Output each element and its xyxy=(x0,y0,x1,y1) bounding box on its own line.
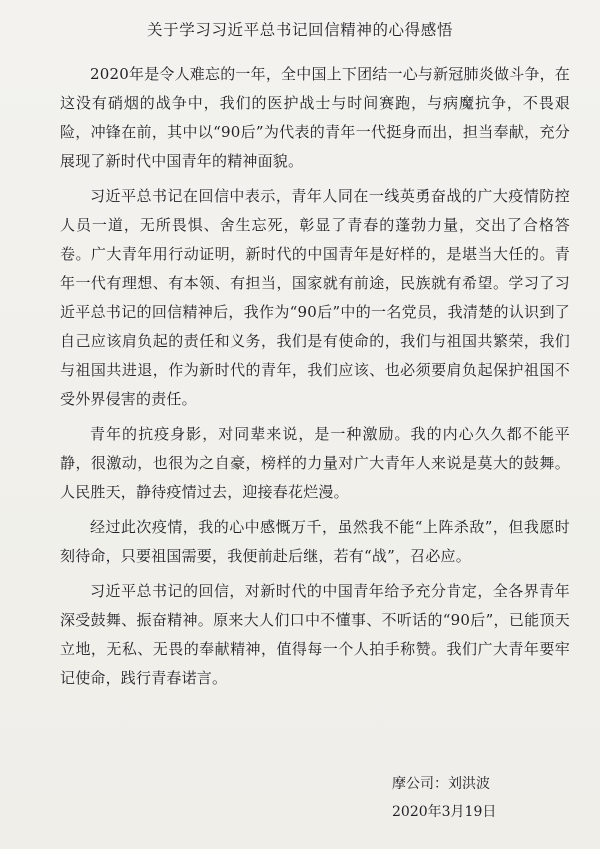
signature-name: 摩公司：刘洪波 xyxy=(392,776,490,792)
paragraph-5: 习近平总书记的回信，对新时代的中国青年给予充分肯定，全各界青年深受鼓舞、振奋精神。原来大人们口中不懂事、不听话的“90后”，已能顶天立地，无私、无畏的奉献精神，值得每一个人拍手称赞。我们广大青年要牢记使命，践行青春诺言。 xyxy=(60,582,570,687)
document-title: 关于学习习近平总书记回信精神的心得感悟 xyxy=(147,21,453,39)
signature-block xyxy=(392,770,552,826)
paragraph-3: 青年的抗疫身影，对同辈来说，是一种激励。我的内心久久都不能平静，很激动，也很为之自豪，榜样的力量对广大青年人来说是莫大的鼓舞。人民胜天，静待疫情过去，迎接春花烂漫。 xyxy=(60,425,570,501)
paragraph-1: 2020年是令人难忘的一年，全中国上下团结一心与新冠肺炎做斗争，在这没有硝烟的战争中，我们的医护战士与时间赛跑，与病魔抗争，不畏艰险，冲锋在前，其中以“90后”为代表的青年一代挺身而出，担当奉献，充分展现了新时代中国青年的精神面貌。 xyxy=(60,65,570,170)
document-body xyxy=(60,60,570,699)
paragraph-2: 习近平总书记在回信中表示，青年人同在一线英勇奋战的广大疫情防控人员一道，无所畏惧、舍生忘死，彰显了青春的蓬勃力量，交出了合格答卷。广大青年用行动证明，新时代的中国青年是好样的，是堪当大任的。青年一代有理想、有本领、有担当，国家就有前途，民族就有希望。学习了习近平总书记的回信精神后，我作为“90后”中的一名党员，我清楚的认识到了自己应该肩负起的责任和义务，我们是有使命的，我们与祖国共繁荣，我们与祖国共进退，作为新时代的青年，我们应该、也必须要肩负起保护祖国不受外界侵害的责任。 xyxy=(60,187,570,408)
paragraph-4: 经过此次疫情，我的心中感慨万千，虽然我不能“上阵杀敌”，但我愿时刻待命，只要祖国需要，我便前赴后继，若有“战”，召必应。 xyxy=(60,518,570,565)
signature-date: 2020年3月19日 xyxy=(392,804,497,820)
